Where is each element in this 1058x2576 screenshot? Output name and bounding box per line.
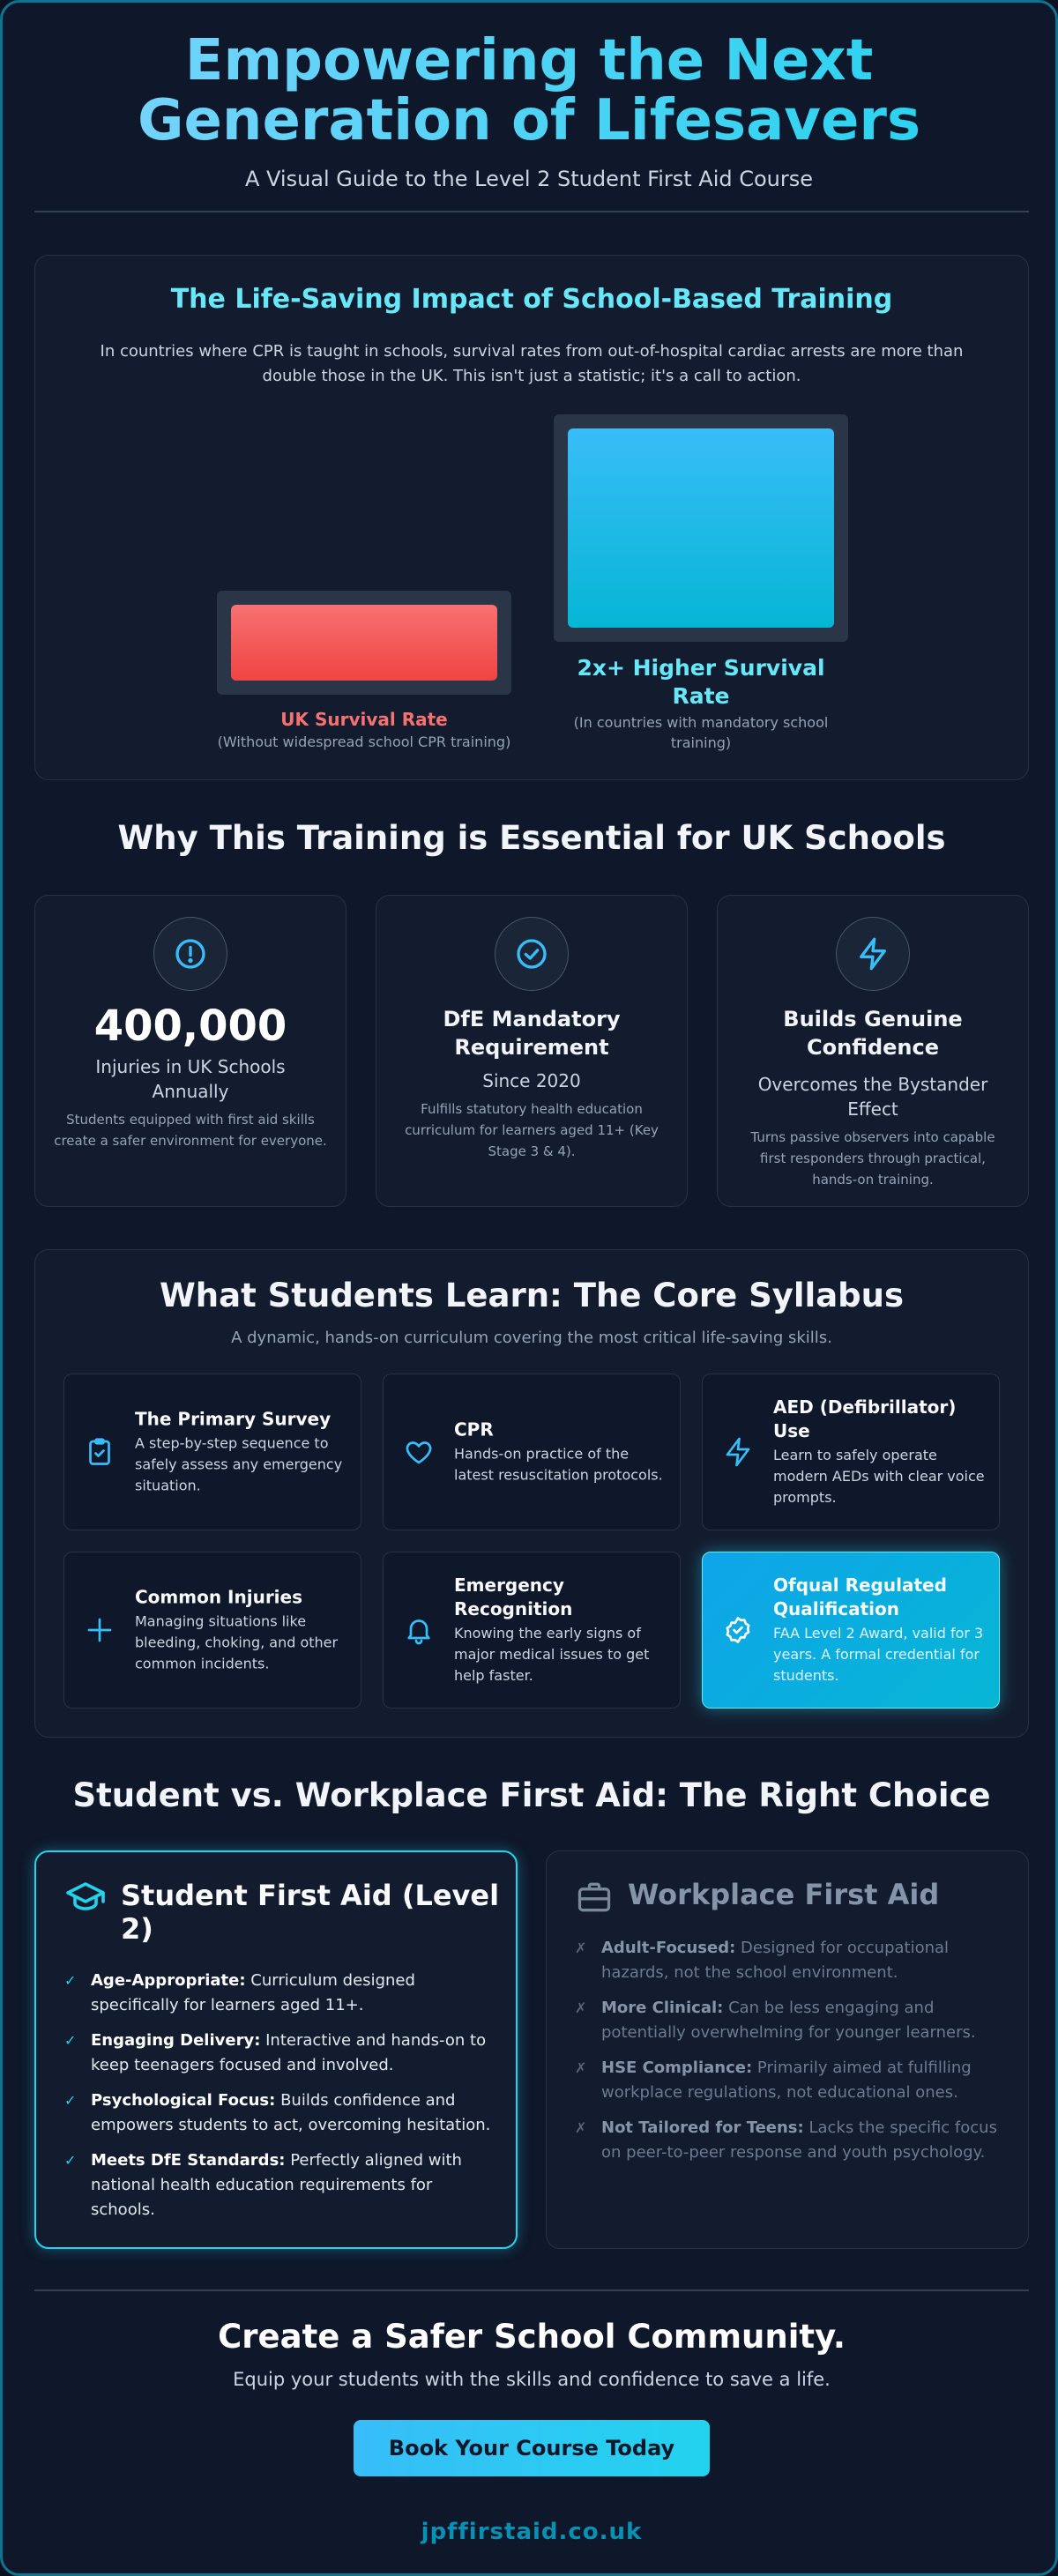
injuries-caption: Injuries in UK Schools Annually: [95, 1056, 286, 1102]
dfe-since: Since 2020: [482, 1070, 581, 1091]
lightning-icon: [722, 1436, 754, 1468]
injuries-detail: Students equipped with first aid skills create a safer environment for everyone.: [54, 1112, 327, 1149]
student-card-title: Student First Aid (Level 2): [121, 1879, 500, 1946]
hero: [3, 3, 1055, 191]
syllabus-item-cpr: [383, 1374, 681, 1530]
syllabus-panel: [34, 1249, 1029, 1738]
cta-subtitle: Equip your students with the skills and confidence to save a life.: [233, 2369, 831, 2390]
dfe-detail: Fulfills statutory health education curriculum for learners aged 11+ (Key Stage 3 & 4).: [405, 1101, 659, 1159]
book-course-button[interactable]: Book Your Course Today: [354, 2420, 710, 2476]
student-first-aid-card: [34, 1850, 518, 2249]
syllabus-item-desc: Managing situations like bleeding, choking, and other common incidents.: [135, 1612, 339, 1672]
syllabus-item-aed: [702, 1374, 1000, 1530]
divider: [34, 2289, 1029, 2291]
badge-check-icon: [722, 1614, 754, 1646]
syllabus-item-title: Ofqual Regulated Qualification: [773, 1575, 947, 1619]
cta-title: Create a Safer School Community.: [218, 2318, 846, 2356]
syllabus-item-common-injuries: [63, 1552, 361, 1709]
higher-survival-label: 2x+ Higher Survival Rate: [577, 655, 825, 709]
student-points: [64, 1969, 491, 2233]
syllabus-item-ofqual: [702, 1552, 1000, 1709]
plus-icon: [84, 1614, 115, 1646]
list-item: ✗ More Clinical: Can be less engaging and potentially overwhelming for younger learners.: [575, 1999, 976, 2042]
list-item: ✓ Psychological Focus: Builds confidence and empowers students to act, overcoming hesitation.: [64, 2091, 491, 2134]
syllabus-item-title: Common Injuries: [135, 1586, 302, 1608]
syllabus-item-desc: Learn to safely operate modern AEDs with clear voice prompts.: [773, 1447, 985, 1506]
syllabus-title: What Students Learn: The Core Syllabus: [159, 1277, 905, 1314]
briefcase-icon: [575, 1878, 614, 1917]
syllabus-item-desc: A step-by-step sequence to safely assess any emergency situation.: [135, 1434, 343, 1494]
list-item: ✗ Not Tailored for Teens: Lacks the specific focus on peer-to-peer response and youth psychology.: [575, 2118, 997, 2162]
workplace-card-title: Workplace First Aid: [628, 1878, 940, 1911]
syllabus-item-desc: FAA Level 2 Award, valid for 3 years. A formal credential for students.: [773, 1625, 984, 1684]
why-card-dfe: [376, 895, 688, 1207]
list-item: ✓ Engaging Delivery: Interactive and hands-on to keep teenagers focused and involved.: [64, 2031, 487, 2074]
list-item: ✗ HSE Compliance: Primarily aimed at fulfilling workplace regulations, not educational ones.: [575, 2059, 972, 2102]
uk-survival-label: UK Survival Rate: [280, 709, 448, 730]
impact-panel: [34, 255, 1029, 780]
lightning-icon: [836, 917, 910, 991]
higher-survival-bar: [554, 414, 848, 642]
uk-survival-note: (Without widespread school CPR training): [217, 733, 511, 750]
syllabus-item-desc: Hands-on practice of the latest resuscitation protocols.: [454, 1445, 663, 1484]
list-item: ✓ Meets DfE Standards: Perfectly aligned with national health education requirements for schools.: [64, 2151, 462, 2219]
why-title: Why This Training is Essential for UK Schools: [117, 819, 946, 857]
syllabus-item-title: The Primary Survey: [135, 1408, 332, 1430]
heart-icon: [403, 1436, 435, 1468]
why-card-confidence: [717, 895, 1029, 1207]
injuries-stat: 400,000: [93, 1001, 287, 1051]
syllabus-item-emergency-recognition: [383, 1552, 681, 1709]
page-subtitle: A Visual Guide to the Level 2 Student First Aid Course: [244, 167, 814, 191]
clipboard-check-icon: [84, 1436, 115, 1468]
graduation-cap-icon: [64, 1877, 107, 1919]
workplace-points: [575, 1936, 1003, 2176]
confidence-caption: Overcomes the Bystander Effect: [757, 1074, 988, 1120]
footer-website-link[interactable]: jpffirstaid.co.uk: [421, 2519, 643, 2545]
syllabus-item-primary-survey: [63, 1374, 361, 1530]
workplace-first-aid-card: [546, 1850, 1029, 2249]
syllabus-item-desc: Knowing the early signs of major medical issues to get help faster.: [454, 1625, 650, 1684]
syllabus-description: A dynamic, hands-on curriculum covering the most critical life-saving skills.: [231, 1329, 832, 1347]
check-circle-icon: [495, 917, 569, 991]
higher-survival-note: (In countries with mandatory school training): [573, 714, 829, 751]
syllabus-item-title: Emergency Recognition: [454, 1575, 573, 1619]
alert-circle-icon: [153, 917, 227, 991]
page-title: Empowering the Next Generation of Lifesavers: [35, 31, 1023, 151]
confidence-detail: Turns passive observers into capable first responders through practical, hands-on training.: [750, 1129, 995, 1187]
list-item: ✓ Age-Appropriate: Curriculum designed specifically for learners aged 11+.: [64, 1971, 415, 2014]
bell-icon: [403, 1614, 435, 1646]
syllabus-item-title: AED (Defibrillator) Use: [773, 1396, 957, 1441]
compare-title: Student vs. Workplace First Aid: The Right Choice: [72, 1776, 991, 1814]
list-item: ✗ Adult-Focused: Designed for occupational hazards, not the school environment.: [575, 1939, 950, 1982]
uk-survival-bar: [217, 591, 511, 695]
why-card-injuries: [34, 895, 346, 1207]
dfe-heading: DfE Mandatory Requirement: [443, 1007, 621, 1060]
syllabus-item-title: CPR: [454, 1418, 494, 1441]
confidence-heading: Builds Genuine Confidence: [783, 1007, 963, 1060]
impact-title: The Life-Saving Impact of School-Based Training: [170, 284, 893, 315]
impact-description: In countries where CPR is taught in schools, survival rates from out-of-hospital cardiac arrests are more than double those in the UK. This isn't just a statistic; it's a call to action.: [100, 342, 964, 385]
divider: [34, 211, 1029, 212]
